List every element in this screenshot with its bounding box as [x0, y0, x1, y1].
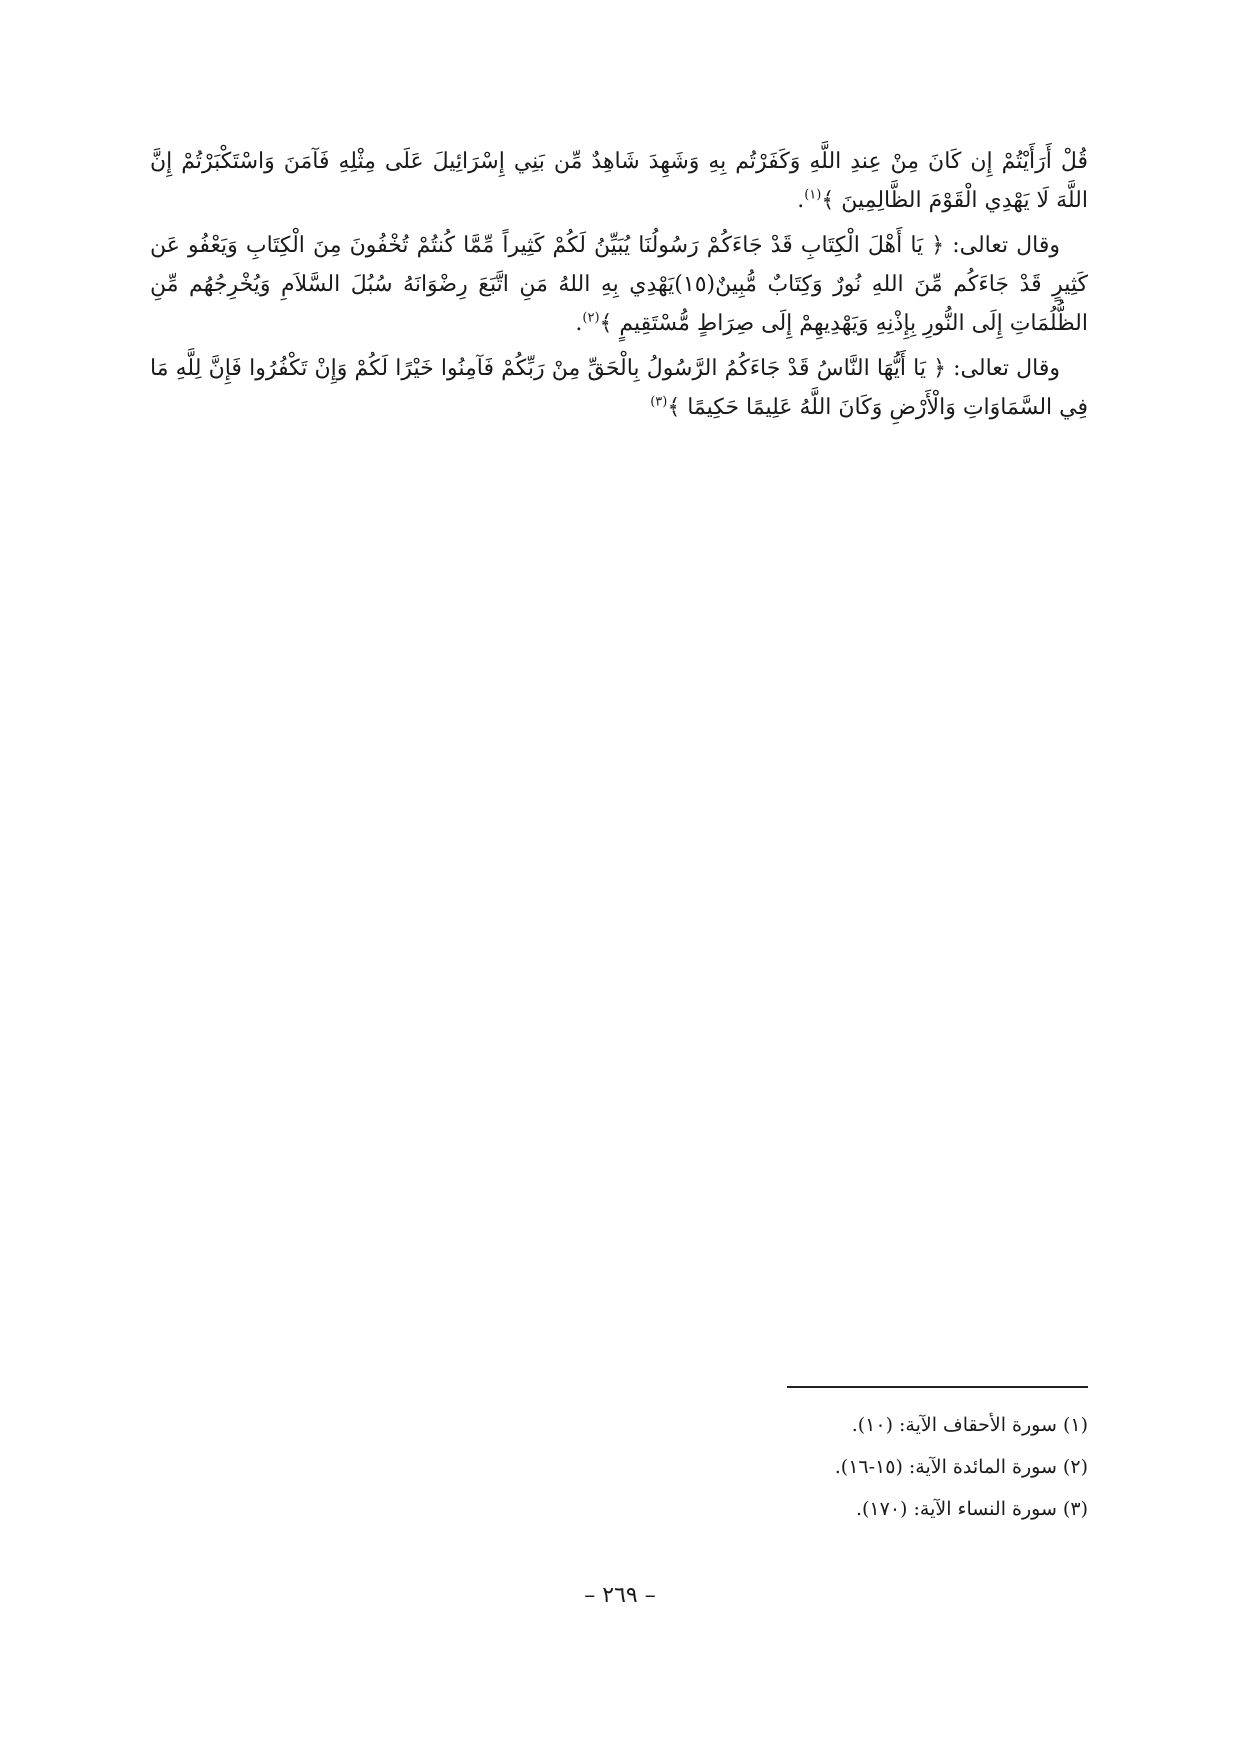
footnote-marker: (٢) [582, 310, 600, 326]
footnote-item: (٣) سورة النساء الآية: (١٧٠). [855, 1498, 1088, 1520]
paragraph-end-punctuation: . [575, 311, 583, 336]
paragraph-end-punctuation: . [797, 188, 805, 213]
footnotes [588, 1404, 1088, 1530]
footnote-marker: (٣) [650, 394, 668, 410]
main-text [150, 142, 1088, 427]
footnote-item: (٢) سورة المائدة الآية: (١٥-١٦). [834, 1456, 1088, 1478]
paragraph-maidah-verse [150, 226, 1088, 343]
paragraph-ahqaf-verse [150, 142, 1088, 220]
paragraph-nisa-verse [150, 349, 1088, 427]
page-number: – ٢٦٩ – [584, 1583, 656, 1608]
footnote-item: (١) سورة الأحقاف الآية: (١٠). [851, 1414, 1088, 1436]
footnote-marker: (١) [804, 187, 822, 203]
footnote-divider [787, 1386, 1088, 1388]
paragraph-text: قُلْ أَرَأَيْتُمْ إِن كَانَ مِنْ عِندِ اللَّهِ وَكَفَرْتُم بِهِ وَشَهِدَ شَاهِدٌ مِّن بَنِي إِسْرَائِيلَ عَلَى مِثْلِهِ فَآمَنَ وَاسْتَكْبَرْتُمْ إِنَّ اللَّهَ لَا يَهْدِي الْقَوْمَ الظَّالِمِينَ ﴾ [150, 149, 1088, 213]
paragraph-text: وقال تعالى: ﴿ يَا أَهْلَ الْكِتَابِ قَدْ جَاءَكُمْ رَسُولُنَا يُبَيِّنُ لَكُمْ كَثِيراً مِّمَّا كُنتُمْ تُخْفُونَ مِنَ الْكِتَابِ وَيَعْفُو عَن كَثِيرٍ قَدْ جَاءَكُم مِّنَ اللهِ نُورٌ وَكِتَابٌ مُّبِينٌ(١٥)يَهْدِي بِهِ اللهُ مَنِ اتَّبَعَ رِضْوَانَهُ سُبُلَ السَّلاَمِ وَيُخْرِجُهُم مِّنِ الظُّلُمَاتِ إِلَى النُّورِ بِإِذْنِهِ وَيَهْدِيهِمْ إِلَى صِرَاطٍ مُّسْتَقِيمٍ ﴾ [150, 233, 1088, 336]
paragraph-text: وقال تعالى: ﴿ يَا أَيُّهَا النَّاسُ قَدْ جَاءَكُمُ الرَّسُولُ بِالْحَقِّ مِنْ رَبِّكُمْ فَآمِنُوا خَيْرًا لَكُمْ وَإِنْ تَكْفُرُوا فَإِنَّ لِلَّهِ مَا فِي السَّمَاوَاتِ وَالْأَرْضِ وَكَانَ اللَّهُ عَلِيمًا حَكِيمًا ﴾ [150, 356, 1088, 420]
